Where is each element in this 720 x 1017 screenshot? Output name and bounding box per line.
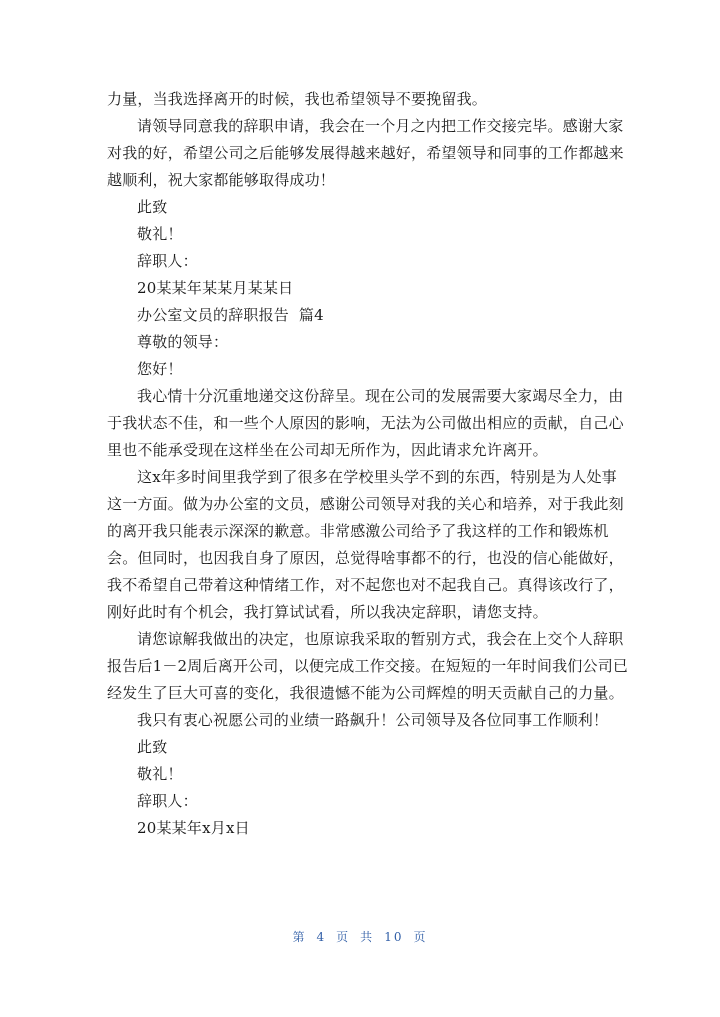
- text-line: 我只有衷心祝愿公司的业绩一路飙升！公司领导及各位同事工作顺利！: [137, 711, 609, 729]
- text-line: 尊敬的领导：: [137, 333, 229, 351]
- text-line: 此致: [137, 738, 168, 756]
- text-line: 敬礼！: [137, 225, 183, 243]
- footer-total-word: 共: [360, 930, 375, 944]
- text-line: 敬礼！: [137, 765, 183, 783]
- text-line: 办公室文员的辞职报告 篇4: [137, 306, 324, 324]
- footer-total-pages: 10: [384, 930, 404, 944]
- text-line: 经发生了巨大可喜的变化，我很遗憾不能为公司辉煌的明天贡献自己的力量。: [107, 684, 624, 702]
- text-line: 20某某年x月x日: [137, 819, 250, 837]
- text-line: 刚好此时有个机会，我打算试试看，所以我决定辞职，请您支持。: [107, 603, 548, 621]
- text-line: 20某某年某某月某某日: [137, 279, 294, 297]
- footer-current-page: 4: [316, 930, 327, 944]
- page-footer: [0, 928, 720, 945]
- text-line: 这x年多时间里我学到了很多在学校里头学不到的东西，特别是为人处事: [137, 468, 617, 486]
- text-line: 请领导同意我的辞职申请，我会在一个月之内把工作交接完毕。感谢大家: [137, 117, 624, 135]
- footer-suffix: 页: [413, 930, 428, 944]
- text-line: 我心情十分沉重地递交这份辞呈。现在公司的发展需要大家竭尽全力，由: [137, 387, 624, 405]
- text-line: 报告后1－2周后离开公司，以便完成工作交接。在短短的一年时间我们公司已: [107, 657, 629, 675]
- document-body: [107, 86, 629, 842]
- text-line: 于我状态不佳，和一些个人原因的影响，无法为公司做出相应的贡献，自己心: [107, 414, 624, 432]
- text-line: 这一方面。做为办公室的文员，感谢公司领导对我的关心和培养，对于我此刻: [107, 495, 624, 513]
- footer-prefix: 第: [292, 930, 307, 944]
- text-line: 里也不能承受现在这样坐在公司却无所作为，因此请求允许离开。: [107, 441, 548, 459]
- text-line: 此致: [137, 198, 168, 216]
- text-line: 对我的好，希望公司之后能够发展得越来越好，希望领导和同事的工作都越来: [107, 144, 624, 162]
- text-line: 我不希望自己带着这种情绪工作，对不起您也对不起我自己。真得该改行了，: [107, 576, 624, 594]
- text-line: 请您谅解我做出的决定，也原谅我采取的暂别方式，我会在上交个人辞职: [137, 630, 624, 648]
- footer-page-word: 页: [336, 930, 351, 944]
- text-line: 越顺利，祝大家都能够取得成功！: [107, 171, 336, 189]
- text-line: 您好！: [137, 360, 183, 378]
- text-line: 力量，当我选择离开的时候，我也希望领导不要挽留我。: [107, 90, 488, 108]
- text-line: 的离开我只能表示深深的歉意。非常感激公司给予了我这样的工作和锻炼机: [107, 522, 609, 540]
- text-line: 辞职人：: [137, 252, 198, 270]
- text-line: 会。但同时，也因我自身了原因，总觉得啥事都不的行，也没的信心能做好，: [107, 549, 624, 567]
- text-line: 辞职人：: [137, 792, 198, 810]
